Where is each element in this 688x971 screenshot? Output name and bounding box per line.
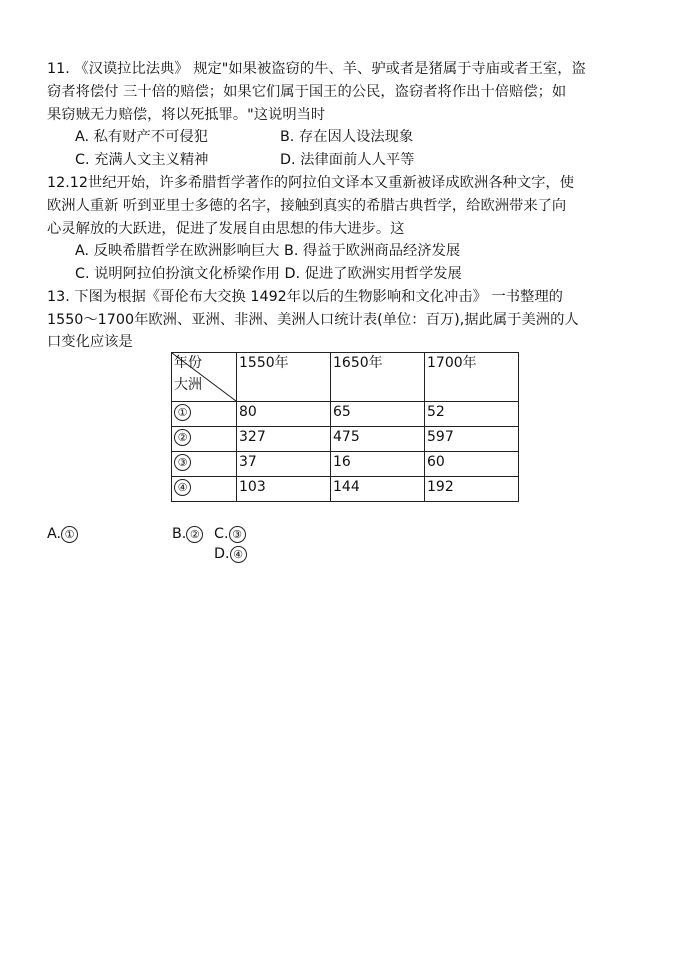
q11-line-3: 果窃贼无力赔偿，将以死抵罪。"这说明当时 <box>47 107 326 123</box>
circled-mark: ④ <box>230 546 247 563</box>
table-row <box>172 402 519 427</box>
corner-label-year: 年份 <box>174 355 202 371</box>
header-1650: 1650年 <box>331 353 425 402</box>
row-label: ② <box>172 427 237 452</box>
corner-label-continent: 大洲 <box>174 377 202 393</box>
table-cell: 475 <box>331 427 425 452</box>
row-label: ① <box>172 402 237 427</box>
table-cell: 80 <box>237 402 331 427</box>
table-row <box>172 427 519 452</box>
row-label: ③ <box>172 452 237 477</box>
circled-mark: ① <box>61 526 78 543</box>
q13-line-3: 口变化应该是 <box>47 334 133 350</box>
table-cell: 52 <box>425 402 519 427</box>
q11-option-b[interactable]: B. 存在因人设法现象 <box>280 129 414 145</box>
table-cell: 65 <box>331 402 425 427</box>
circled-mark: ② <box>186 526 203 543</box>
table-row <box>172 477 519 502</box>
q11-line-1: 11. 《汉谟拉比法典》 规定"如果被盗窃的牛、羊、驴或者是猪属于寺庙或者王室，盗 <box>47 61 586 77</box>
q13-option-a[interactable]: A. ① <box>47 524 78 544</box>
table-header-row <box>172 353 519 402</box>
table-cell: 37 <box>237 452 331 477</box>
header-1700: 1700年 <box>425 353 519 402</box>
q12-options-row-2[interactable]: C. 说明阿拉伯扮演文化桥梁作用 D. 促进了欧洲实用哲学发展 <box>75 266 462 282</box>
population-table <box>171 352 519 502</box>
q11-option-a[interactable]: A. 私有财产不可侵犯 <box>75 129 208 145</box>
q13-option-d[interactable]: D. ④ <box>214 544 247 564</box>
q12-line-2: 欧洲人重新 听到亚里士多德的名字，接触到真实的希腊古典哲学，给欧洲带来了向 <box>47 198 567 214</box>
table-cell: 60 <box>425 452 519 477</box>
q13-option-b[interactable]: B. ② <box>172 524 203 544</box>
q12-line-1: 12.12世纪开始，许多希腊哲学著作的阿拉伯文译本又重新被译成欧洲各种文字，使 <box>47 175 575 191</box>
row-label: ④ <box>172 477 237 502</box>
q13-line-2: 1550～1700年欧洲、亚洲、非洲、美洲人口统计表(单位：百万),据此属于美洲的人 <box>47 312 579 328</box>
header-1550: 1550年 <box>237 353 331 402</box>
table-cell: 597 <box>425 427 519 452</box>
table-cell: 327 <box>237 427 331 452</box>
table-cell: 192 <box>425 477 519 502</box>
q13-line-1: 13. 下图为根据《哥伦布大交换 1492年以后的生物影响和文化冲击》 一书整理的 <box>47 289 563 305</box>
table-cell: 16 <box>331 452 425 477</box>
circled-mark: ③ <box>229 526 246 543</box>
table-row <box>172 452 519 477</box>
q13-option-c[interactable]: C. ③ <box>214 524 246 544</box>
table-cell: 103 <box>237 477 331 502</box>
q11-option-c[interactable]: C. 充满人文主义精神 <box>75 152 209 168</box>
q12-options-row-1[interactable]: A. 反映希腊哲学在欧洲影响巨大 B. 得益于欧洲商品经济发展 <box>75 243 461 259</box>
table-cell: 144 <box>331 477 425 502</box>
q12-line-3: 心灵解放的大跃进，促进了发展自由思想的伟大进步。这 <box>47 221 405 237</box>
q11-option-d[interactable]: D. 法律面前人人平等 <box>280 152 415 168</box>
table-corner-cell <box>172 353 237 402</box>
q11-line-2: 窃者将偿付 三十倍的赔偿；如果它们属于国王的公民，盗窃者将作出十倍赔偿；如 <box>47 84 567 100</box>
